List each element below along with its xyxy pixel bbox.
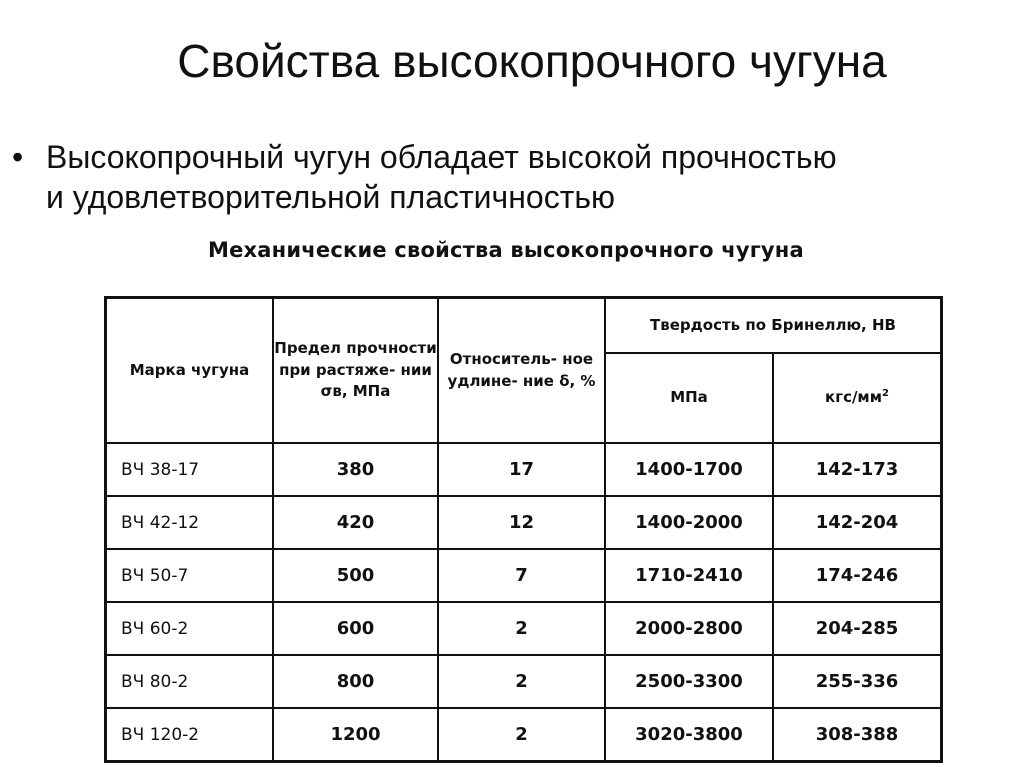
table-row [106, 443, 942, 496]
bullet-line-2: и удовлетворительной пластичностью [46, 179, 616, 215]
bullet-text [46, 137, 998, 217]
cell-hardness-mpa: 1710-2410 [605, 549, 773, 602]
table-row [106, 655, 942, 708]
cell-hardness-mpa: 2000-2800 [605, 602, 773, 655]
cell-hardness-kgs: 255-336 [773, 655, 942, 708]
bullet-marker: • [12, 139, 24, 175]
cell-grade: ВЧ 120-2 [106, 708, 274, 762]
cell-hardness-kgs: 204-285 [773, 602, 942, 655]
header-kgs-exponent: 2 [881, 388, 889, 400]
bullet-line-1: Высокопрочный чугун обладает высокой прочностью [46, 139, 837, 175]
cell-elongation: 7 [438, 549, 605, 602]
cell-elongation: 2 [438, 655, 605, 708]
cell-hardness-mpa: 3020-3800 [605, 708, 773, 762]
table-row [106, 549, 942, 602]
cell-hardness-kgs: 142-204 [773, 496, 942, 549]
header-kgs-unit: кгс/мм [825, 388, 882, 407]
table-header-row [106, 298, 942, 354]
header-kgs [773, 353, 942, 443]
cell-hardness-kgs: 174-246 [773, 549, 942, 602]
header-mpa: МПа [605, 353, 773, 443]
cell-strength: 800 [273, 655, 438, 708]
table-row [106, 496, 942, 549]
cell-hardness-mpa: 1400-2000 [605, 496, 773, 549]
cell-hardness-kgs: 308-388 [773, 708, 942, 762]
header-elongation: Относитель- ное удлине- ние δ, % [438, 298, 605, 444]
cell-grade: ВЧ 60-2 [106, 602, 274, 655]
properties-table [104, 296, 943, 763]
cell-elongation: 17 [438, 443, 605, 496]
cell-hardness-mpa: 1400-1700 [605, 443, 773, 496]
cell-grade: ВЧ 50-7 [106, 549, 274, 602]
bullet-list [8, 137, 998, 217]
cell-elongation: 2 [438, 602, 605, 655]
cell-elongation: 12 [438, 496, 605, 549]
slide-title: Свойства высокопрочного чугуна [177, 35, 887, 87]
cell-grade: ВЧ 80-2 [106, 655, 274, 708]
table-row [106, 602, 942, 655]
cell-grade: ВЧ 42-12 [106, 496, 274, 549]
header-hardness: Твердость по Бринеллю, НВ [605, 298, 942, 354]
cell-grade: ВЧ 38-17 [106, 443, 274, 496]
cell-strength: 380 [273, 443, 438, 496]
header-strength: Предел прочности при растяже- нии σв, МПа [273, 298, 438, 444]
header-grade: Марка чугуна [106, 298, 274, 444]
cell-hardness-kgs: 142-173 [773, 443, 942, 496]
cell-elongation: 2 [438, 708, 605, 762]
cell-strength: 600 [273, 602, 438, 655]
cell-hardness-mpa: 2500-3300 [605, 655, 773, 708]
table-row [106, 708, 942, 762]
cell-strength: 420 [273, 496, 438, 549]
bullet-item [8, 137, 998, 217]
cell-strength: 500 [273, 549, 438, 602]
cell-strength: 1200 [273, 708, 438, 762]
table-caption: Механические свойства высокопрочного чугуна [208, 238, 804, 262]
